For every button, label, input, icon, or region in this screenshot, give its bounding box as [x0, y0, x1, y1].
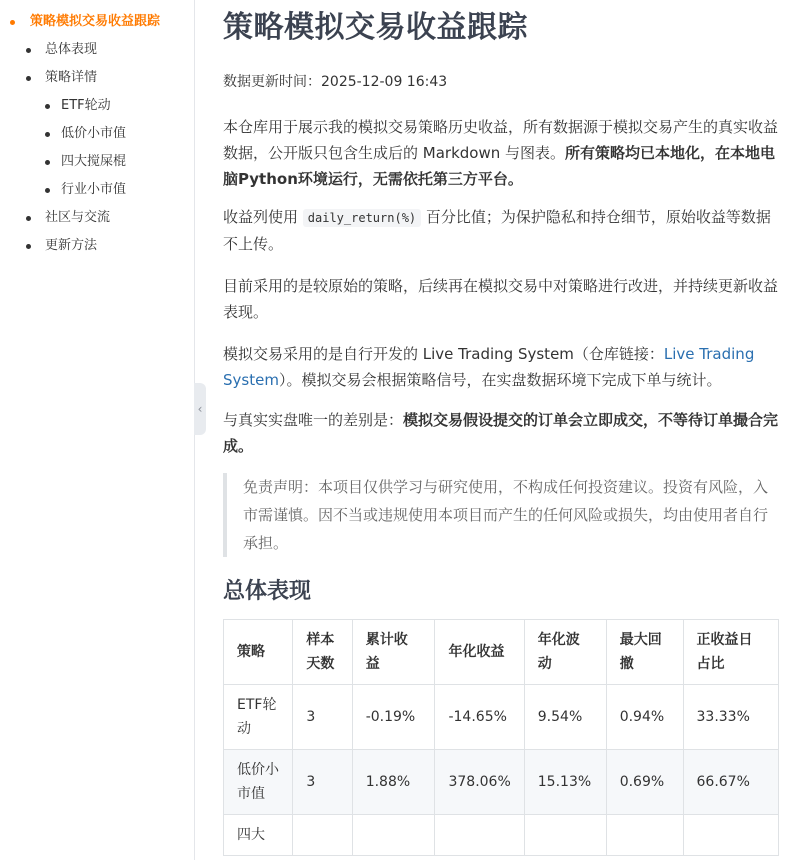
table-header-cell: 最大回撤: [606, 620, 683, 685]
bullet-icon: [45, 160, 50, 165]
table-header-cell: 样本天数: [293, 620, 352, 685]
table-cell: ETF轮动: [224, 685, 293, 750]
table-cell: [683, 815, 779, 856]
live-trading-system-link[interactable]: Live Trading System: [223, 345, 755, 389]
toc-item-overview[interactable]: 总体表现: [0, 36, 194, 64]
performance-table: [223, 619, 779, 856]
table-cell: -0.19%: [352, 685, 435, 750]
bullet-icon: [26, 244, 31, 249]
table-cell: -14.65%: [435, 685, 524, 750]
table-cell: 1.88%: [352, 750, 435, 815]
bullet-icon: [10, 20, 15, 25]
bullet-icon: [26, 48, 31, 53]
bullet-icon: [26, 216, 31, 221]
bullet-icon: [26, 76, 31, 81]
toc-item-title[interactable]: 策略模拟交易收益跟踪: [0, 8, 194, 36]
document-content: [223, 0, 779, 856]
table-cell: [606, 815, 683, 856]
table-header-row: [224, 620, 779, 685]
toc-item-update[interactable]: 更新方法: [0, 232, 194, 260]
table-cell: 66.67%: [683, 750, 779, 815]
table-header-cell: 正收益日占比: [683, 620, 779, 685]
inline-code: daily_return(%): [303, 209, 421, 227]
toc-item-industry[interactable]: 行业小市值: [0, 176, 194, 204]
table-cell: [435, 815, 524, 856]
table-cell: 低价小市值: [224, 750, 293, 815]
toc-list: [0, 0, 194, 260]
section-title-overview: 总体表现: [223, 579, 312, 604]
page-title: 策略模拟交易收益跟踪: [223, 10, 528, 45]
table-cell: 四大: [224, 815, 293, 856]
table-cell: 0.69%: [606, 750, 683, 815]
update-time: 数据更新时间：2025-12-09 16:43: [223, 74, 448, 90]
table-cell: 33.33%: [683, 685, 779, 750]
strategy-paragraph: 目前采用的是较原始的策略，后续再在模拟交易中对策略进行改进，并持续更新收益表现。: [223, 277, 779, 321]
toc-item-lowprice[interactable]: 低价小市值: [0, 120, 194, 148]
bullet-icon: [45, 132, 50, 137]
table-cell: 3: [293, 750, 352, 815]
table-row: [224, 750, 779, 815]
table-cell: 378.06%: [435, 750, 524, 815]
toc-item-four[interactable]: 四大搅屎棍: [0, 148, 194, 176]
table-cell: 9.54%: [524, 685, 606, 750]
table-cell: 15.13%: [524, 750, 606, 815]
table-cell: [352, 815, 435, 856]
toc-item-community[interactable]: 社区与交流: [0, 204, 194, 232]
toc-sidebar: [0, 0, 195, 860]
table-cell: [524, 815, 606, 856]
intro-paragraph: 本仓库用于展示我的模拟交易策略历史收益，所有数据源于模拟交易产生的真实收益数据，公开版只包含生成后的 Markdown 与图表。所有策略均已本地化，在本地电脑Python环境运行，无需依托第三方平台。: [223, 118, 779, 188]
toc-item-details[interactable]: 策略详情: [0, 64, 194, 92]
table-cell: [293, 815, 352, 856]
bullet-icon: [45, 188, 50, 193]
bullet-icon: [45, 104, 50, 109]
table-header-cell: 策略: [224, 620, 293, 685]
difference-paragraph: 与真实实盘唯一的差别是：模拟交易假设提交的订单会立即成交，不等待订单撮合完成。: [223, 411, 779, 455]
collapse-sidebar-button[interactable]: [194, 383, 206, 435]
return-column-paragraph: 收益列使用 daily_return(%) 百分比值；为保护隐私和持仓细节，原始收益等数据不上传。: [223, 208, 771, 253]
table-row: [224, 815, 779, 856]
toc-item-etf[interactable]: ETF轮动: [0, 92, 194, 120]
table-header-cell: 累计收益: [352, 620, 435, 685]
table-header-cell: 年化波动: [524, 620, 606, 685]
table-header-cell: 年化收益: [435, 620, 524, 685]
table-cell: 3: [293, 685, 352, 750]
table-cell: 0.94%: [606, 685, 683, 750]
system-paragraph: 模拟交易采用的是自行开发的 Live Trading System（仓库链接：Live Trading System）。模拟交易会根据策略信号，在实盘数据环境下完成下单与统计。: [223, 345, 755, 389]
chevron-left-icon: ‹: [197, 402, 203, 416]
disclaimer-quote: 免责声明：本项目仅供学习与研究使用，不构成任何投资建议。投资有风险，入市需谨慎。因不当或违规使用本项目而产生的任何风险或损失，均由使用者自行承担。: [223, 473, 779, 557]
table-row: [224, 685, 779, 750]
